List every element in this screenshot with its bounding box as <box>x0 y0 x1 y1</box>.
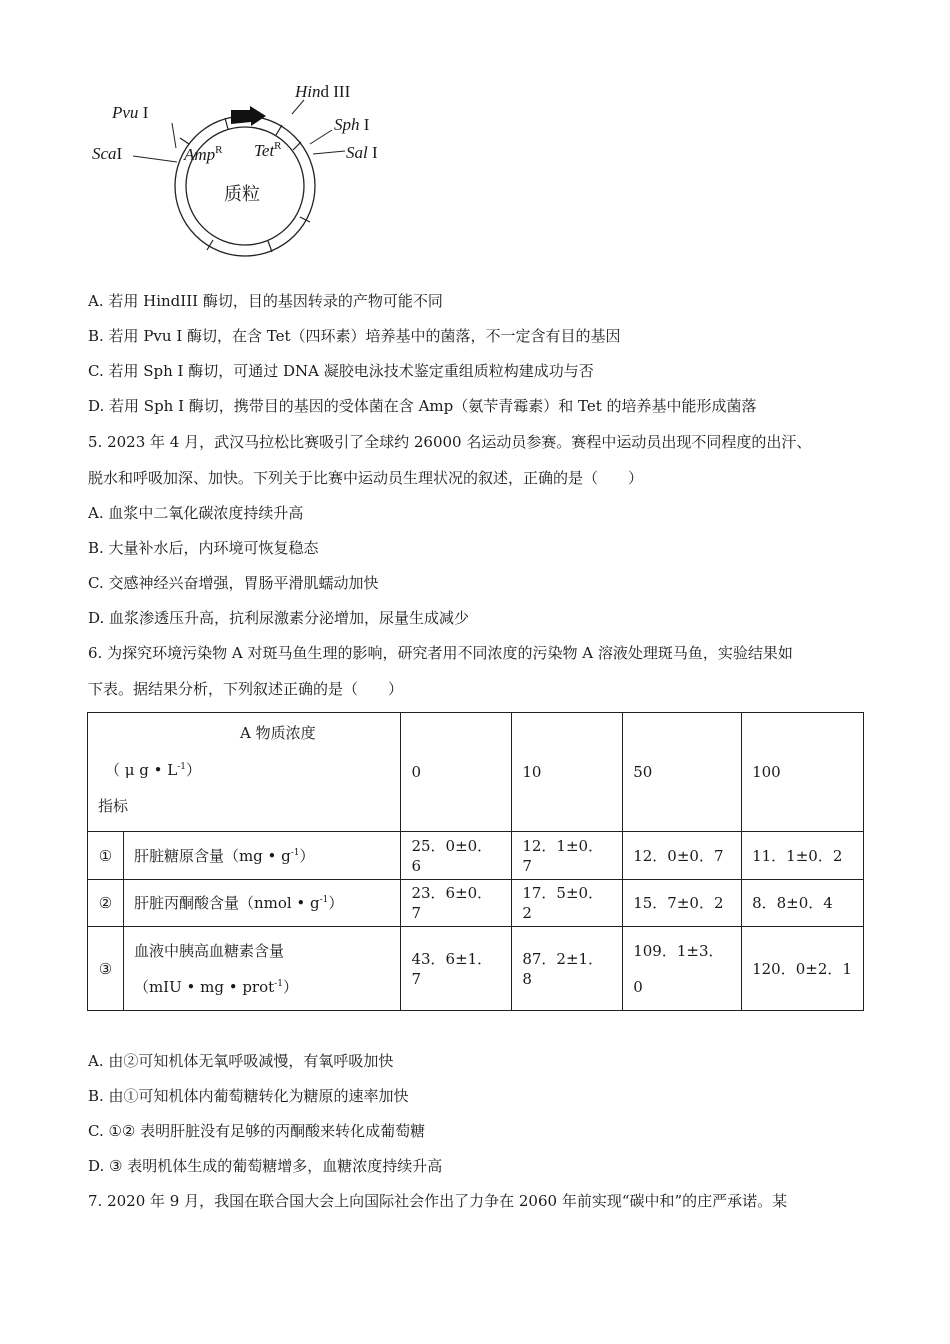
q6-stem-line-1: 6. 为探究环境污染物 A 对斑马鱼生理的影响，研究者用不同浓度的污染物 A 溶液处理斑马鱼，实验结果如 <box>88 644 793 662</box>
table-row <box>88 927 864 1011</box>
sca-site-label: ScaI <box>92 144 123 163</box>
conc-header-50: 50 <box>623 713 742 832</box>
q6-option-c: C. ①② 表明肝脏没有足够的丙酮酸来转化成葡萄糖 <box>88 1122 426 1140</box>
concentration-header: A 物质浓度 <box>240 724 316 742</box>
row-label: 肝脏糖原含量（mg • $g^{-1}$） <box>123 832 401 880</box>
q6-option-a: A. 由②可知机体无氧呼吸减慢，有氧呼吸加快 <box>88 1052 394 1070</box>
table-cell: 11．1±0．2 <box>742 832 864 880</box>
q5-stem-line-2: 脱水和呼吸加深、加快。下列关于比赛中运动员生理状况的叙述，正确的是（ ） <box>88 469 644 487</box>
table-corner-header <box>88 713 401 832</box>
results-table <box>87 712 864 1011</box>
row-index: ① <box>88 832 124 880</box>
q4-option-c: C. 若用 Sph Ⅰ 酶切，可通过 DNA 凝胶电泳技术鉴定重组质粒构建成功与否 <box>88 362 594 380</box>
plasmid-diagram <box>88 78 388 268</box>
table-cell: 15．7±0．2 <box>623 880 742 927</box>
sal-site-label: Sal I <box>346 143 378 162</box>
table-row <box>88 880 864 927</box>
table-cell: 87．2±1．8 <box>512 927 623 1011</box>
tet-gene-label: Tet$^R$ <box>254 140 282 160</box>
row-index: ② <box>88 880 124 927</box>
site-pointer-lines <box>133 100 345 162</box>
q5-stem-line-1: 5. 2023 年 4 月，武汉马拉松比赛吸引了全球约 26000 名运动员参赛。赛程中运动员出现不同程度的出汗、 <box>88 433 812 451</box>
table-cell: 25．0±0．6 <box>401 832 512 880</box>
table-header-row <box>88 713 864 832</box>
q5-option-a: A. 血浆中二氧化碳浓度持续升高 <box>88 504 304 522</box>
q4-option-d: D. 若用 Sph Ⅰ 酶切，携带目的基因的受体菌在含 Amp（氨苄青霉素）和 Tet 的培养基中能形成菌落 <box>88 397 757 415</box>
table-cell: 23．6±0．7 <box>401 880 512 927</box>
q5-option-d: D. 血浆渗透压升高，抗利尿激素分泌增加，尿量生成减少 <box>88 609 470 627</box>
row-label: 肝脏丙酮酸含量（nmol • $g^{-1}$） <box>123 880 401 927</box>
table-cell: 109．1±3． 0 <box>623 927 742 1011</box>
q4-option-b: B. 若用 Pvu Ⅰ 酶切，在含 Tet（四环素）培养基中的菌落，不一定含有目的基因 <box>88 327 621 345</box>
row-label: 血液中胰高血糖素含量 （mIU • mg • prot$^{-1}$） <box>123 927 401 1011</box>
conc-header-100: 100 <box>742 713 864 832</box>
table-cell: 120．0±2．1 <box>742 927 864 1011</box>
pvu-site-label: Pvu I <box>112 103 149 122</box>
q5-option-b: B. 大量补水后，内环境可恢复稳态 <box>88 539 319 557</box>
table-cell: 12．1±0．7 <box>512 832 623 880</box>
concentration-unit: （ μ g • $L^{-1}$） <box>105 761 202 779</box>
row-index: ③ <box>88 927 124 1011</box>
q6-option-d: D. ③ 表明机体生成的葡萄糖增多，血糖浓度持续升高 <box>88 1157 443 1175</box>
q7-stem-line-1: 7. 2020 年 9 月，我国在联合国大会上向国际社会作出了力争在 2060 年前实现“碳中和”的庄严承诺。某 <box>88 1192 788 1210</box>
q4-option-a: A. 若用 HindIII 酶切，目的基因转录的产物可能不同 <box>88 292 443 310</box>
plasmid-center-label: 质粒 <box>224 184 260 205</box>
table-cell: 8．8±0．4 <box>742 880 864 927</box>
q6-option-b: B. 由①可知机体内葡萄糖转化为糖原的速率加快 <box>88 1087 409 1105</box>
table-cell: 43．6±1．7 <box>401 927 512 1011</box>
indicator-header: 指标 <box>98 797 129 815</box>
sph-site-label: Sph I <box>334 115 370 134</box>
conc-header-0: 0 <box>401 713 512 832</box>
amp-gene-label: Amp$^R$ <box>184 144 223 164</box>
q6-stem-line-2: 下表。据结果分析，下列叙述正确的是（ ） <box>88 680 404 698</box>
hind-site-label: Hind III <box>295 82 351 101</box>
table-cell: 12．0±0．7 <box>623 832 742 880</box>
table-row <box>88 832 864 880</box>
table-cell: 17．5±0．2 <box>512 880 623 927</box>
conc-header-10: 10 <box>512 713 623 832</box>
q5-option-c: C. 交感神经兴奋增强，胃肠平滑肌蠕动加快 <box>88 574 379 592</box>
promoter-arrow-icon <box>231 106 266 126</box>
